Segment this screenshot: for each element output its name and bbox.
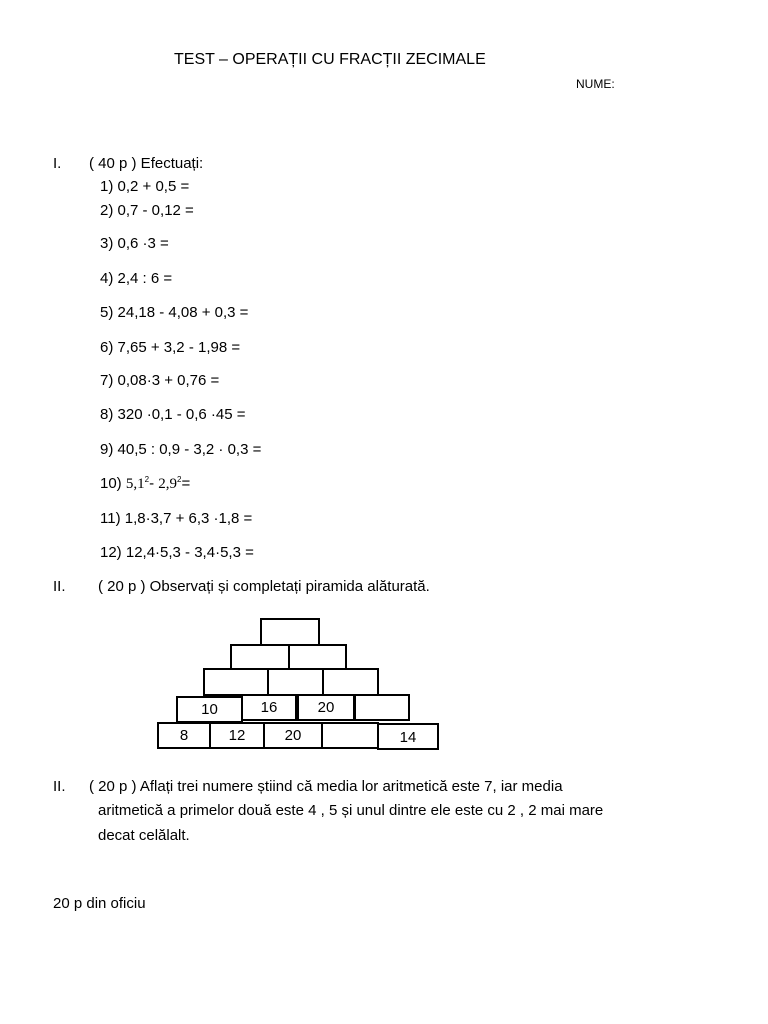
- exercise-10-minus: -: [149, 475, 159, 492]
- pyramid-brick-r4-3[interactable]: 20: [297, 694, 355, 721]
- exercise-10: [100, 475, 190, 493]
- pyramid-brick-r3-3[interactable]: [322, 668, 379, 696]
- exercise-10-exp1: 2: [144, 475, 150, 484]
- exercise-7: 7) 0,08·3 + 0,76 =: [100, 372, 220, 389]
- pyramid-brick-r3-2[interactable]: [267, 668, 324, 696]
- oficiu-points: 20 p din oficiu: [53, 895, 146, 912]
- section-3-numeral: II.: [53, 778, 66, 795]
- exercise-2: 2) 0,7 - 0,12 =: [100, 202, 194, 219]
- exercise-4: 4) 2,4 : 6 =: [100, 270, 173, 287]
- exercise-6: 6) 7,65 + 3,2 - 1,98 =: [100, 339, 241, 356]
- pyramid-brick-r2-1[interactable]: [230, 644, 290, 670]
- pyramid-brick-r3-1[interactable]: [203, 668, 269, 696]
- exercise-10-exp2: 2: [176, 475, 182, 484]
- pyramid-brick-r5-3[interactable]: 20: [263, 722, 323, 749]
- section-3-line-1: ( 20 p ) Aflați trei numere știind că media lor aritmetică este 7, iar media: [89, 778, 563, 795]
- pyramid-brick-r2-2[interactable]: [288, 644, 347, 670]
- exercise-8: 8) 320 ·0,1 - 0,6 ·45 =: [100, 406, 246, 423]
- section-2-numeral: II.: [53, 578, 66, 595]
- exercise-9: 9) 40,5 : 0,9 - 3,2 · 0,3 =: [100, 441, 262, 458]
- exercise-1: 1) 0,2 + 0,5 =: [100, 178, 190, 195]
- pyramid-brick-r4-2[interactable]: 16: [241, 694, 297, 721]
- exercise-10-prefix: 10): [100, 475, 126, 492]
- section-3-line-2: aritmetică a primelor două este 4 , 5 și unul dintre ele este cu 2 , 2 mai mare: [98, 802, 604, 819]
- section-2-heading: ( 20 p ) Observați și completați piramida alăturată.: [98, 578, 430, 595]
- exercise-3: 3) 0,6 ·3 =: [100, 235, 169, 252]
- section-3-line-3: decat celălalt.: [98, 827, 190, 844]
- pyramid-brick-r5-2[interactable]: 12: [209, 722, 265, 749]
- exercise-10-base1: 5,1: [125, 476, 145, 492]
- section-1-heading: ( 40 p ) Efectuați:: [89, 155, 204, 172]
- exercise-12: 12) 12,4·5,3 - 3,4·5,3 =: [100, 544, 254, 561]
- pyramid-brick-r5-1[interactable]: 8: [157, 722, 211, 749]
- exercise-10-equals: =: [181, 475, 191, 492]
- pyramid-brick-r4-4[interactable]: [354, 694, 410, 721]
- page-title: TEST – OPERAȚII CU FRACȚII ZECIMALE: [174, 51, 486, 68]
- section-1-numeral: I.: [53, 155, 62, 172]
- pyramid-brick-r4-1[interactable]: 10: [176, 696, 243, 723]
- exercise-11: 11) 1,8·3,7 + 6,3 ·1,8 =: [100, 510, 253, 527]
- pyramid-brick-r5-4[interactable]: [321, 722, 379, 749]
- exercise-5: 5) 24,18 - 4,08 + 0,3 =: [100, 304, 249, 321]
- pyramid-brick-r1-1[interactable]: [260, 618, 320, 646]
- exercise-10-base2: 2,9: [158, 476, 177, 492]
- pyramid-brick-r5-5[interactable]: 14: [377, 723, 439, 750]
- name-label: NUME:: [576, 77, 615, 91]
